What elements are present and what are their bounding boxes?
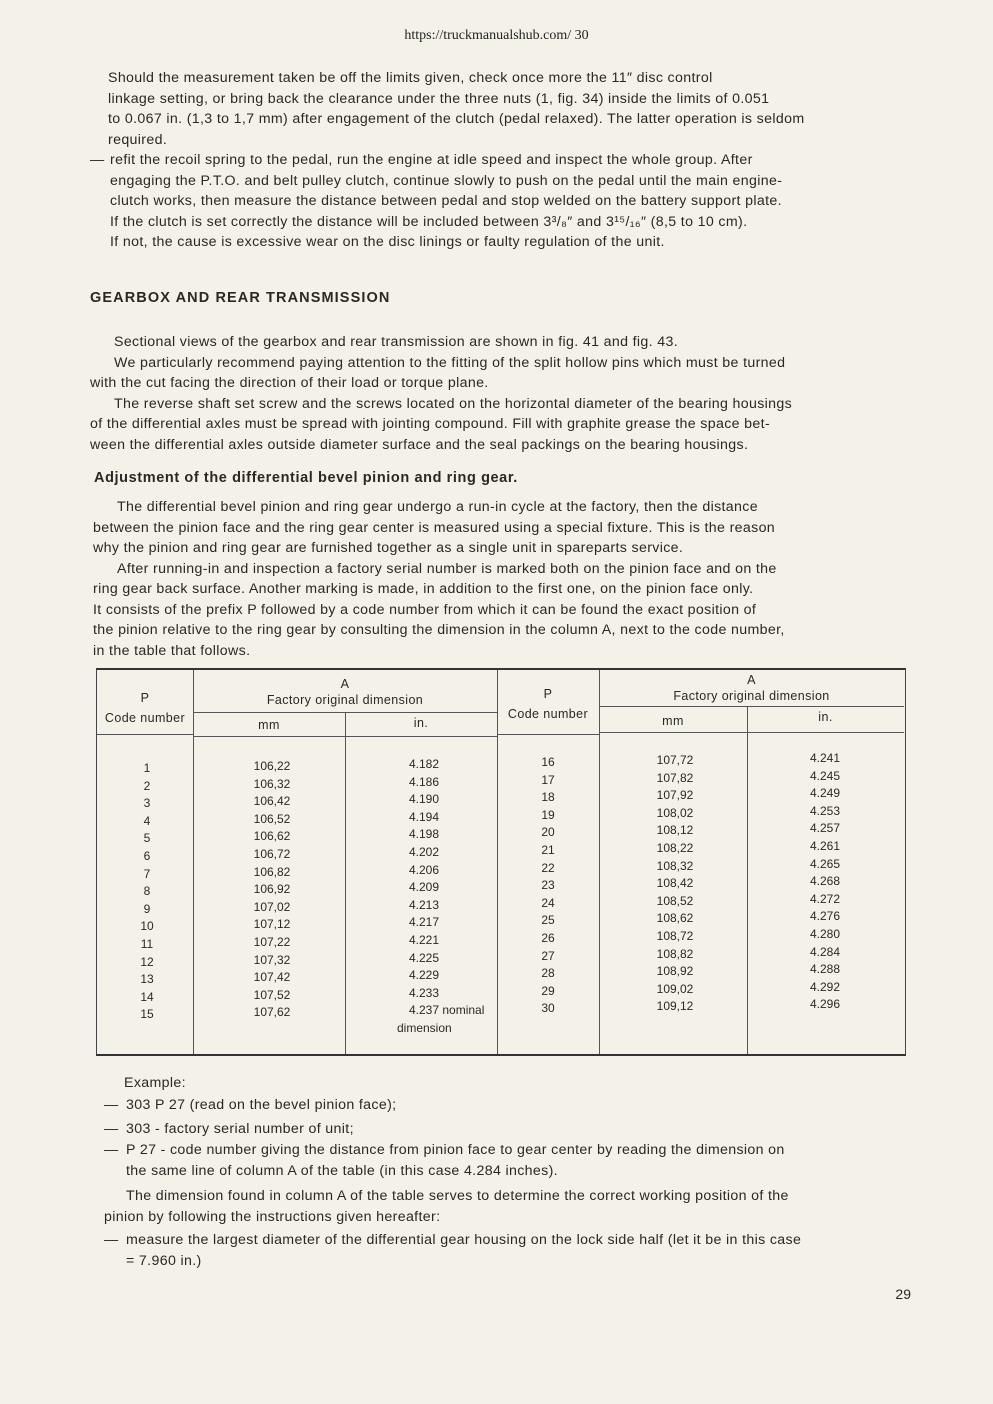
table-cell: 108,22	[656, 840, 694, 855]
table-cell: 4.229	[409, 968, 440, 983]
table-cell: 8	[143, 884, 151, 899]
table-cell: 4.241	[809, 751, 841, 765]
example-item	[104, 1095, 914, 1116]
table-cell: 23	[541, 878, 555, 893]
column-divider	[345, 712, 346, 1054]
table-cell: 4.245	[809, 768, 841, 783]
table-cell: 29	[541, 983, 555, 998]
text-line: Sectional views of the gearbox and rear transmission are shown in fig. 41 and fig. 43.	[114, 334, 679, 350]
table-cell: 4.225	[409, 950, 440, 965]
left-in-column	[383, 756, 493, 1038]
table-cell: 22	[541, 860, 555, 875]
text-line: The differential bevel pinion and ring gear undergo a run-in cycle at the factory, then the distance	[117, 499, 758, 515]
table-cell: 107,82	[656, 770, 694, 785]
table-cell: 109,02	[656, 981, 694, 996]
table-cell: 106,42	[253, 794, 291, 809]
table-cell: 4.249	[809, 786, 841, 801]
header-rule	[497, 734, 599, 735]
table-cell: 4.198	[409, 827, 440, 842]
text-line: ween the differential axles outside diameter surface and the seal packings on the bearing housings.	[90, 436, 749, 453]
p-label: P	[140, 691, 150, 705]
table-cell: 4.261	[809, 838, 841, 853]
table-cell: 108,62	[656, 911, 694, 926]
table-cell: 4.182	[409, 757, 440, 771]
table-cell: 108,32	[656, 858, 694, 873]
table-cell: 12	[140, 954, 154, 969]
text-line: required.	[108, 131, 168, 148]
table-cell: 9	[143, 901, 151, 916]
table-cell: 4.265	[809, 856, 841, 871]
table-cell: 107,72	[656, 753, 694, 767]
source-url[interactable]: https://truckmanualshub.com/ 30	[404, 28, 589, 43]
mm-header: mm	[662, 714, 684, 728]
table-cell: 107,42	[253, 970, 291, 985]
table-cell: 27	[541, 948, 555, 963]
text-line: = 7.960 in.)	[126, 1252, 202, 1269]
text-line: engaging the P.T.O. and belt pulley clutch, continue slowly to push on the pedal until the main engine-	[110, 172, 783, 189]
table-cell: 4.213	[409, 897, 440, 912]
table-cell: 106,72	[253, 846, 291, 861]
text-line: to 0.067 in. (1,3 to 1,7 mm) after engagement of the clutch (pedal relaxed). The latter operation is seldom	[108, 111, 805, 127]
in-header: in.	[413, 716, 429, 730]
table-cell: 4.272	[809, 891, 841, 906]
right-code-column	[497, 754, 599, 1018]
a-label: A	[747, 673, 756, 687]
text-line: between the pinion face and the ring gear center is measured using a special fixture. This is the reason	[93, 519, 776, 536]
example-label: Example:	[124, 1075, 186, 1091]
subsection-heading: Adjustment of the differential bevel pinion and ring gear.	[94, 470, 518, 486]
header-rule	[97, 734, 193, 735]
table-cell: 18	[541, 790, 555, 805]
a-header	[599, 672, 904, 704]
text-line: The reverse shaft set screw and the screws located on the horizontal diameter of the bearing housings	[114, 395, 793, 412]
table-cell: 14	[140, 989, 154, 1004]
table-cell: 4.209	[409, 880, 440, 895]
left-code-column	[97, 760, 197, 1024]
table-cell: 4.206	[409, 862, 440, 877]
table-cell: 26	[541, 930, 555, 945]
section-body	[90, 332, 900, 455]
table-cell: 4.288	[809, 962, 841, 977]
text-line: We particularly recommend paying attention to the fitting of the split hollow pins which must be turned	[114, 354, 786, 371]
table-cell: 108,02	[656, 805, 694, 820]
table-cell: 11	[140, 936, 154, 951]
table-cell: 6	[143, 848, 151, 863]
table-cell: 4.253	[809, 803, 841, 818]
table-cell: 109,12	[656, 999, 694, 1014]
text-line: ring gear back surface. Another marking is made, in addition to the first one, on the pinion face only.	[93, 581, 754, 597]
table-cell: 7	[143, 866, 151, 881]
table-cell: 4.217	[409, 915, 440, 930]
table-cell: 4.194	[409, 809, 440, 824]
column-divider	[747, 706, 748, 1054]
text-line: After running-in and inspection a factory serial number is marked both on the pinion face and on the	[117, 560, 777, 577]
table-cell: 30	[541, 1001, 555, 1016]
table-cell: 4.186	[409, 774, 440, 789]
table-cell: 107,12	[253, 917, 291, 932]
table-cell: 108,42	[656, 876, 694, 891]
table-cell: 107,22	[253, 934, 291, 949]
p-code-header	[497, 684, 599, 724]
table-cell: 10	[140, 919, 154, 934]
right-in-column	[787, 750, 863, 1014]
table-cell: 107,32	[253, 952, 291, 967]
example-paragraph	[104, 1186, 914, 1227]
bullet-dash: —	[104, 1232, 119, 1248]
table-cell: 4.190	[409, 792, 440, 807]
text-line: It consists of the prefix P followed by a code number from which it can be found the exact position of	[93, 601, 757, 618]
table-cell: 13	[140, 972, 154, 987]
table-cell: 106,22	[253, 759, 291, 773]
code-number-label: Code number	[507, 707, 589, 721]
table-cell: 15	[140, 1007, 154, 1022]
example-item	[104, 1119, 914, 1140]
table-cell: 106,32	[253, 776, 291, 791]
text-line: of the differential axles must be spread with jointing compound. Fill with graphite grease the space bet-	[90, 416, 771, 432]
text-line: refit the recoil spring to the pedal, run the engine at idle speed and inspect the whole group. After	[110, 152, 753, 168]
table-cell: 108,12	[656, 823, 694, 838]
table-cell: 25	[541, 913, 555, 928]
header-rule	[599, 732, 904, 733]
table-cell: 107,02	[253, 899, 291, 914]
bullet-text	[110, 150, 900, 253]
p-label: P	[543, 687, 553, 701]
table-cell: 108,52	[656, 893, 694, 908]
table-cell: 19	[541, 807, 555, 822]
text-line: If not, the cause is excessive wear on the disc linings or faulty regulation of the unit.	[110, 234, 665, 250]
table-cell: 107,62	[253, 1005, 291, 1020]
table-cell: 4	[143, 813, 151, 828]
code-dimension-table	[96, 668, 906, 1056]
table-cell: 106,62	[253, 829, 291, 844]
table-cell: 108,72	[656, 928, 694, 943]
header-rule	[193, 736, 497, 737]
table-cell: 106,92	[253, 882, 291, 897]
text-line: with the cut facing the direction of their load or torque plane.	[90, 375, 489, 391]
table-cell: 1	[143, 761, 151, 775]
example-item	[104, 1140, 914, 1181]
table-cell: 108,92	[656, 964, 694, 979]
p-code-header	[97, 688, 193, 728]
in-header: in.	[818, 710, 833, 724]
text-line: Should the measurement taken be off the limits given, check once more the 11″ disc control	[108, 70, 713, 86]
table-cell: 28	[541, 966, 555, 981]
table-cell: 4.292	[809, 979, 841, 994]
table-cell: 4.284	[809, 944, 841, 959]
table-cell: 17	[541, 772, 555, 787]
table-cell-note: dimension	[397, 1020, 452, 1035]
a-header	[193, 676, 497, 708]
header-rule	[193, 712, 497, 713]
table-cell: 4.233	[409, 985, 440, 1000]
section-heading: GEARBOX AND REAR TRANSMISSION	[90, 290, 391, 306]
example-item	[104, 1230, 914, 1271]
table-cell: 4.276	[809, 909, 841, 924]
text-line: linkage setting, or bring back the clearance under the three nuts (1, fig. 34) inside the limits of 0.051	[108, 90, 770, 107]
bullet-item	[90, 150, 900, 253]
mm-header: mm	[258, 718, 280, 732]
table-cell: 4.221	[409, 932, 440, 947]
table-cell: 2	[143, 778, 151, 793]
page-number: 29	[895, 1286, 911, 1302]
table-cell: 107,52	[253, 987, 291, 1002]
table-cell: 107,92	[656, 788, 694, 803]
left-mm-column	[237, 758, 307, 1022]
table-cell: 4.202	[409, 844, 440, 859]
subsection-body	[93, 497, 903, 661]
table-cell: 4.257	[809, 821, 841, 836]
table-cell: 4.280	[809, 926, 841, 941]
text-line: measure the largest diameter of the differential gear housing on the lock side half (let it be in this case	[126, 1232, 802, 1248]
table-cell: 20	[541, 825, 555, 840]
a-label: A	[340, 677, 350, 691]
table-cell: 5	[143, 831, 151, 846]
table-cell: 21	[541, 842, 555, 857]
text-line: 303 P 27 (read on the bevel pinion face);	[126, 1097, 397, 1113]
intro-paragraph	[108, 68, 898, 150]
text-line: pinion by following the instructions given hereafter:	[104, 1208, 441, 1225]
text-line: The dimension found in column A of the table serves to determine the correct working position of the	[126, 1188, 789, 1204]
factory-dimension-label: Factory original dimension	[673, 689, 830, 703]
table-cell: 4.268	[809, 874, 841, 889]
text-line: If the clutch is set correctly the distance will be included between 3³/₈″ and 3¹⁵/₁₆″ (8,5 to 10 cm).	[110, 213, 748, 230]
bullet-dash: —	[104, 1097, 119, 1113]
table-cell: 24	[541, 895, 555, 910]
bullet-dash: —	[104, 1142, 119, 1158]
table-cell: 4.296	[809, 997, 841, 1012]
table-cell: 106,52	[253, 811, 291, 826]
text-line: the pinion relative to the ring gear by consulting the dimension in the column A, next to the code number,	[93, 622, 785, 638]
right-mm-column	[637, 752, 713, 1016]
header-rule	[599, 706, 904, 707]
text-line: in the table that follows.	[93, 642, 251, 659]
table-cell: 108,82	[656, 946, 694, 961]
text-line: 303 - factory serial number of unit;	[126, 1121, 354, 1137]
table-cell: 4.237 nominal	[409, 1003, 485, 1018]
text-line: clutch works, then measure the distance between pedal and stop welded on the battery support plate.	[110, 193, 782, 209]
table-cell: 16	[541, 755, 555, 769]
text-line: P 27 - code number giving the distance from pinion face to gear center by reading the dimension on	[126, 1142, 785, 1158]
bullet-dash: —	[90, 152, 105, 168]
text-line: why the pinion and ring gear are furnished together as a single unit in spareparts service.	[93, 540, 684, 556]
text-line: the same line of column A of the table (in this case 4.284 inches).	[126, 1162, 558, 1179]
factory-dimension-label: Factory original dimension	[266, 693, 424, 707]
table-cell: 106,82	[253, 864, 291, 879]
bullet-dash: —	[104, 1121, 119, 1137]
code-number-label: Code number	[104, 711, 186, 725]
table-cell: 3	[143, 796, 151, 811]
